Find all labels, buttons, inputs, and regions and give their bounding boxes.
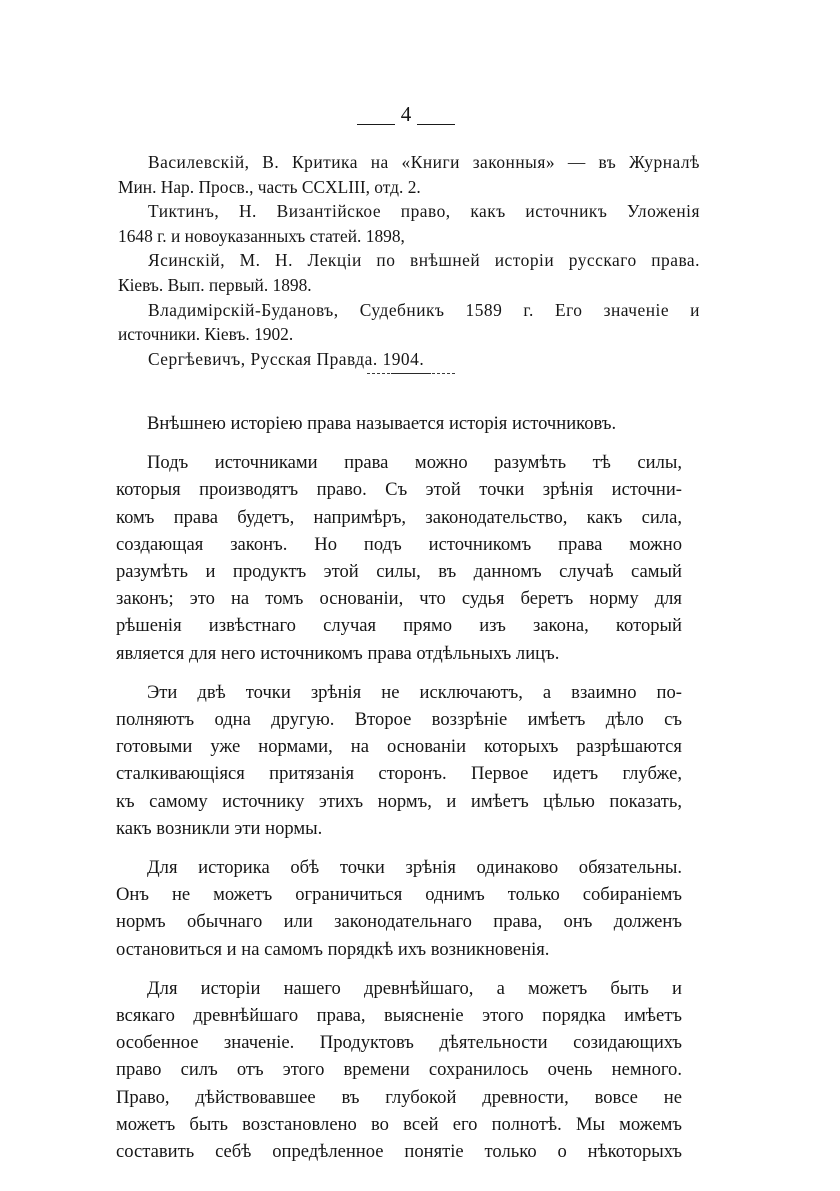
page-number-rule-right [417,124,455,125]
bibliography-line: источники. Кіевъ. 1902. [118,324,294,345]
bibliography-line: Владимірскій-Будановъ, Судебникъ 1589 г. Его значеніе и [148,299,700,320]
separator-core [391,373,431,374]
page-number: 4 [400,102,412,126]
text-line: которыя производятъ право. Съ этой точки зрѣнія источни- [116,479,682,501]
paragraph-sources-of-law [116,449,682,667]
text-line: особенное значеніе. Продуктовъ дѣятельности созидающихъ [116,1032,682,1054]
text-line: какъ возникли эти нормы. [116,817,323,839]
bibliography-entry-vladimirsky-budanov [118,298,700,347]
text-line: Онъ не можетъ ограничиться однимъ только собираніемъ [116,884,682,906]
bibliography-line: Мин. Нар. Просв., часть CCXLIII, отд. 2. [118,176,421,197]
bibliography-line: 1648 г. и новоуказанныхъ статей. 1898, [118,225,405,246]
text-line: законъ; это на томъ основаніи, что судья беретъ норму для [116,588,682,610]
paragraph-historian [116,854,682,963]
page-number-rule-left [357,124,395,125]
paragraph-ancient-law [116,975,682,1165]
bibliography-line: Кіевъ. Вып. первый. 1898. [118,274,312,295]
text-line: сталкивающіяся притязанія сторонъ. Первое идетъ глубже, [116,763,682,785]
bibliography-entry-yasinsky [118,248,700,297]
bibliography-list [118,150,700,371]
text-line: Подъ источниками права можно разумѣть тѣ силы, [147,452,682,474]
bibliography-entry-sergeevich [118,347,700,372]
bibliography-line: Ясинскій, М. Н. Лекціи по внѣшней исторіи русскаго права. [148,250,700,271]
text-line: Для исторіи нашего древнѣйшаго, а можетъ быть и [147,977,682,999]
text-line: разумѣть и продуктъ этой силы, въ данномъ случаѣ самый [116,561,682,583]
text-line: всякаго древнѣйшаго права, выясненіе этого порядка имѣетъ [116,1005,682,1027]
text-line: къ самому источнику этихъ нормъ, и имѣетъ цѣлью показать, [116,790,682,812]
text-line: Внѣшнею исторіею права называется исторія источниковъ. [147,413,617,434]
bibliography-entry-vasilevsky [118,150,700,199]
text-line: является для него источникомъ права отдѣльныхъ лицъ. [116,642,560,664]
paragraph-two-views [116,679,682,842]
text-line: можетъ быть возстановлено во всей его полнотѣ. Мы можемъ [116,1113,682,1135]
text-line: полняютъ одна другую. Второе воззрѣніе имѣетъ дѣло съ [116,709,682,731]
bibliography-line: Василевскій, В. Критика на «Книги законныя» — въ Журналѣ [148,152,700,172]
page-header [0,100,840,130]
text-line: создающая законъ. Но подъ источникомъ права можно [116,533,682,555]
text-line: Право, дѣйствовавшее въ глубокой древности, вовсе не [116,1086,682,1108]
section-separator [367,373,455,374]
main-text [116,410,682,1177]
bibliography-entry-tiktin [118,199,700,248]
text-line: готовыми уже нормами, на основаніи которыхъ разрѣшаются [116,736,682,758]
text-line: остановиться и на самомъ порядкѣ ихъ возникновенія. [116,938,550,960]
text-line: составить себѣ опредѣленное понятіе только о нѣкоторыхъ [116,1141,682,1163]
text-line: право силъ отъ этого времени сохранилось очень немного. [116,1059,682,1081]
bibliography-line: Тиктинъ, Н. Византійское право, какъ источникъ Уложенія [148,201,700,222]
text-line: рѣшенія извѣстнаго случая прямо изъ закона, который [116,615,682,637]
text-line: нормъ обычнаго или законодательнаго права, онъ долженъ [116,911,682,933]
bibliography-line: Сергѣевичъ, Русская Правда. 1904. [148,348,425,369]
text-line: Для историка обѣ точки зрѣнія одинаково обязательны. [147,857,682,879]
paragraph-definition [116,410,682,437]
text-line: Эти двѣ точки зрѣнія не исключаютъ, а взаимно по- [147,681,682,703]
text-line: комъ права будетъ, напримѣръ, законодательство, какъ сила, [116,506,682,528]
